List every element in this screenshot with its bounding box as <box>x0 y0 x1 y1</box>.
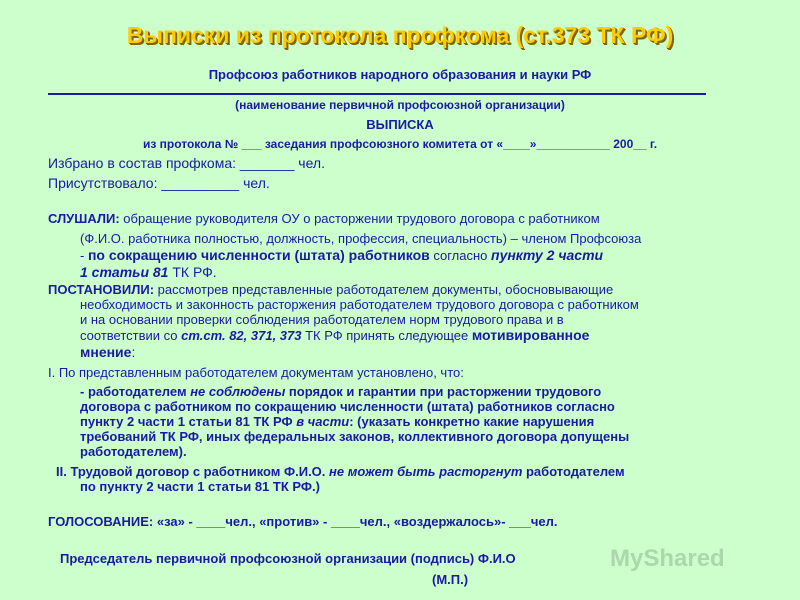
resolved-line-5: мнение: <box>80 344 136 360</box>
heard-line-1: СЛУШАЛИ: обращение руководителя ОУ о расторжении трудового договора с работником <box>48 211 600 226</box>
point2-line-1: II. Трудовой договор с работником Ф.И.О. не может быть расторгнут работодателем <box>56 464 625 479</box>
extract-heading: ВЫПИСКА <box>366 117 434 132</box>
org-name-line <box>48 93 706 95</box>
heard-line-4: 1 статьи 81 ТК РФ. <box>80 264 217 280</box>
point1-line-4: требований ТК РФ, иных федеральных законов, коллективного договора допущены <box>80 429 630 444</box>
heard-label: СЛУШАЛИ: <box>48 211 120 226</box>
point2-line-2: по пункту 2 части 1 статьи 81 ТК РФ.) <box>80 479 320 494</box>
protocol-line: из протокола № ___ заседания профсоюзного комитета от «____»___________ 200__ г. <box>142 137 658 151</box>
union-name: Профсоюз работников народного образования и науки РФ <box>208 67 592 82</box>
heard-line-2: (Ф.И.О. работника полностью, должность, профессия, специальность) – членом Профсоюза <box>80 231 642 246</box>
signature-line: Председатель первичной профсоюзной организации (подпись) Ф.И.О <box>60 551 516 566</box>
present-line: Присутствовало: __________ чел. <box>48 175 270 191</box>
elected-line: Избрано в состав профкома: _______ чел. <box>48 155 325 171</box>
resolved-line-3: и на основании проверки соблюдения работодателем норм трудового права и в <box>80 312 564 327</box>
point1-line-2: договора с работником по сокращению численности (штата) работников согласно <box>80 399 615 414</box>
org-caption: (наименование первичной профсоюзной организации) <box>235 98 565 112</box>
point1-intro: I. По представленным работодателем документам установлено, что: <box>48 365 464 380</box>
point1-line-1: - работодателем не соблюдены порядок и гарантии при расторжении трудового <box>80 384 602 399</box>
watermark-logo: MyShared <box>610 545 725 572</box>
heard-line-3: - по сокращению численности (штата) работников согласно пункту 2 части <box>80 247 604 263</box>
slide-title: Выписки из протокола профкома (ст.373 ТК РФ) <box>126 22 674 48</box>
point1-line-3: пункту 2 части 1 статьи 81 ТК РФ в части: (указать конкретно какие нарушения <box>80 414 595 429</box>
resolved-label: ПОСТАНОВИЛИ: <box>48 282 155 297</box>
resolved-line-4: соответствии со ст.ст. 82, 371, 373 ТК РФ принять следующее мотивированное <box>80 327 590 343</box>
resolved-line-1: ПОСТАНОВИЛИ: рассмотрев представленные работодателем документы, обосновывающие <box>48 282 614 297</box>
resolved-line-2: необходимость и законность расторжения работодателем трудового договора с работником <box>80 297 639 312</box>
point1-line-5: работодателем). <box>80 444 187 459</box>
seal-label: (М.П.) <box>432 572 469 587</box>
voting-line: ГОЛОСОВАНИЕ: «за» - ____чел., «против» - ____чел., «воздержалось»- ___чел. <box>48 514 558 529</box>
